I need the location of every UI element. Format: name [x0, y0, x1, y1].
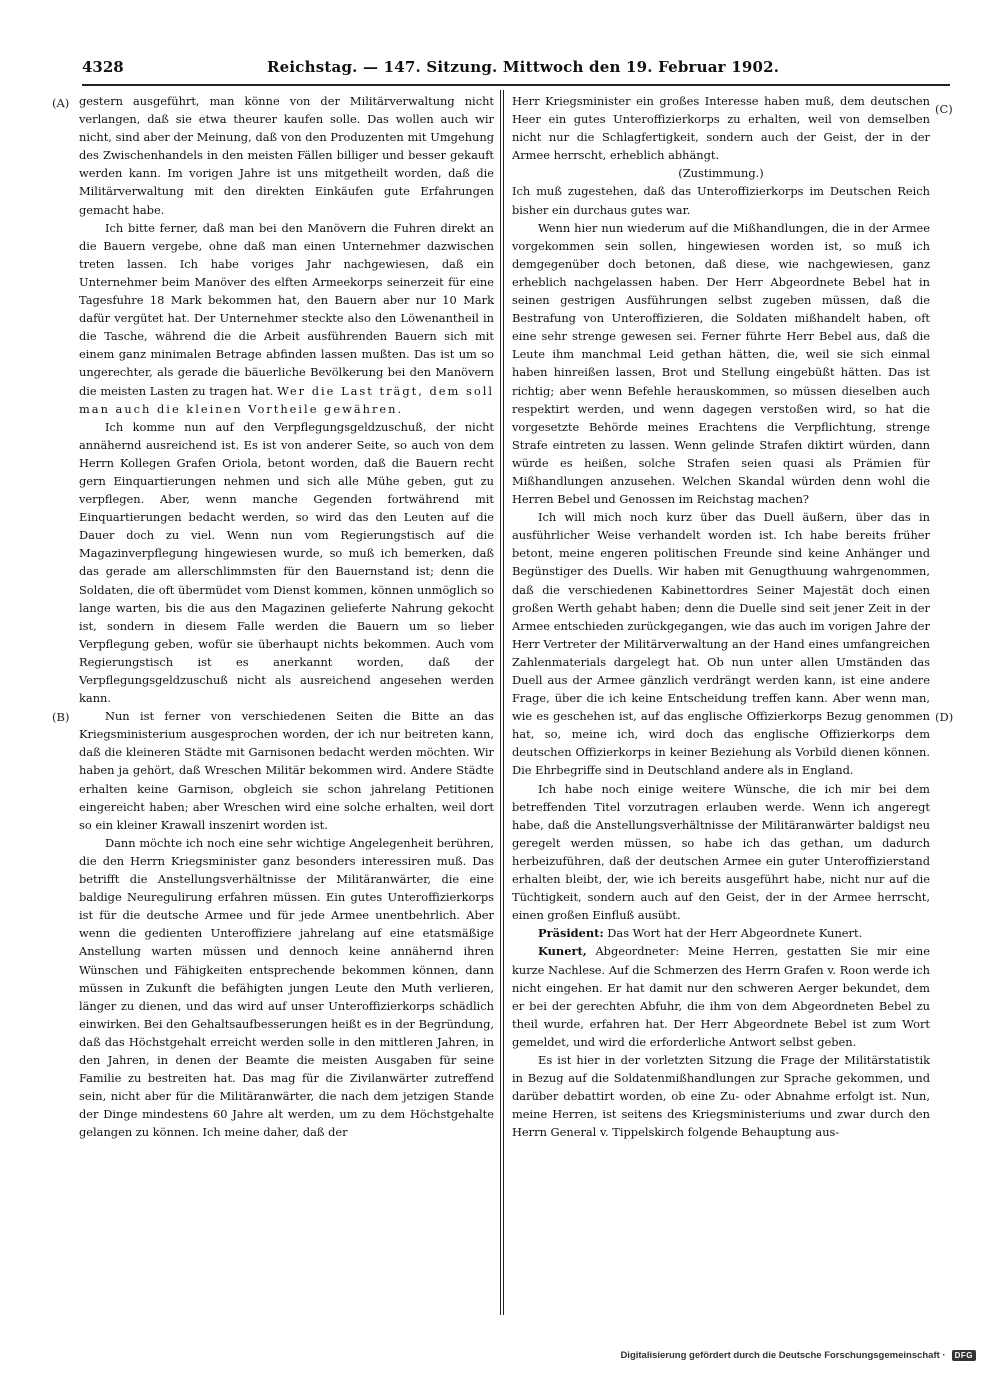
president-label: Präsident: — [538, 926, 604, 941]
margin-marker-c: (C) — [935, 102, 953, 116]
right-paragraph-3: Wenn hier nun wiederum auf die Mißhandlungen, die in der Armee vorgekommen sein sollen, hingewiesen worden ist, so muß ich demgegenüber doch betonen, daß diese, wie nachgewiesen, ganz erheblich nachgelassen haben. Der Herr Abgeordnete Bebel hat in seinen gestrigen Ausführungen selbst zugeben müssen, daß die Bestrafung von Unteroffizieren, die Soldaten mißhandelt haben, oft eine sehr strenge gewesen sei. Ferner führte Herr Bebel aus, daß die Leute ihm manchmal Leid gethan hätten, die, weil sie sich einmal haben hinreißen lassen, Brot und Stellung eingebüßt hätten. Das ist richtig; aber wenn Befehle herauskommen, so müssen dieselben auch respektirt werden, und wenn dagegen verstoßen wird, so hat die vorgesetzte Behörde meines Erachtens die Verpflichtung, strenge Strafe eintreten zu lassen. Wenn gelinde Strafen diktirt würden, dann würde es heißen, solche Strafen seien quasi als Prämien für Mißhandlungen anzusehen. Welchen Skandal würden denn wohl die Herren Bebel und Genossen im Reichstag machen? — [512, 220, 930, 507]
left-paragraph-2-emphasis: Wer die Last trägt, dem soll man auch die kleinen Vortheile gewähren. — [79, 383, 494, 416]
right-column — [512, 92, 930, 1141]
running-title: Reichstag. — 147. Sitzung. Mittwoch den 19. Februar 1902. — [267, 58, 780, 76]
page-number: 4328 — [82, 58, 124, 76]
kunert-label: Kunert, — [538, 944, 587, 959]
column-divider — [500, 90, 501, 1315]
right-paragraph-5: Ich habe noch einige weitere Wünsche, die ich mir bei dem betreffenden Titel vorzutragen erlauben werde. Wenn ich angeregt habe, daß die Anstellungsverhältnisse der Militäranwärter baldigst neu geregelt werden müssen, so habe ich das gethan, um dadurch herbeizuführen, daß der deutschen Armee ein guter Unteroffizierstand erhalten bleibt, der, wie ich bereits ausgeführt habe, nicht nur auf die Tüchtigkeit, sondern auch auf den Geist, der in der Armee herrscht, einen großen Einfluß ausübt. — [512, 781, 930, 923]
left-paragraph-2-text: Ich bitte ferner, daß man bei den Manövern die Fuhren direkt an die Bauern vergebe, ohne daß man einen Unternehmer dazwischen treten lassen. Ich habe voriges Jahr nachgewiesen, daß ein Unternehmer beim Manöver des elften Armeekorps seinerzeit für eine Tagesfuhre 18 Mark bekommen hat, den Bauern aber nur 10 Mark dafür vergütet hat. Der Unternehmer steckte also den Löwenantheil in die Tasche, während die die Arbeit ausführenden Bauern sich mit einem ganz minimalen Betrage abfinden lassen mußten. Das ist um so ungerechter, als gerade die bäuerliche Bevölkerung bei den Manövern die meisten Lasten zu tragen hat. — [79, 220, 494, 398]
left-paragraph-2 — [79, 219, 494, 418]
left-paragraph-5: Dann möchte ich noch eine sehr wichtige Angelegenheit berühren, die den Herrn Kriegsminister ganz besonders interessiren muß. Das betrifft die Anstellungsverhältnisse der Militäranwärter, die eine baldige Neuregulirung erfahren müssen. Ein gutes Unteroffizierkorps ist für die deutsche Armee und für jede Armee unentbehrlich. Aber wenn die gedienten Unteroffiziere jahrelang auf eine etatsmäßige Anstellung warten müssen und dennoch keine annähernd ihren Wünschen und Fähigkeiten entsprechende bekommen können, dann müssen in Zukunft die befähigten jungen Leute den Muth verlieren, länger zu dienen, und das wird auf unser Unteroffizierkorps schädlich einwirken. Bei den Gehaltsaufbesserungen heißt es in der Begründung, daß das Höchstgehalt erreicht werden solle in den mittleren Jahren, in den Jahren, in denen der Beamte die meisten Ausgaben für seine Familie zu bestreiten hat. Das mag für die Zivilanwärter zutreffend sein, nicht aber für die Militäranwärter, die nach dem jetzigen Stande der Dinge mindestens 60 Jahre alt werden, um zu dem Höchstgehalte gelangen zu können. Ich meine daher, daß der — [79, 835, 494, 1140]
president-text: Das Wort hat der Herr Abgeordnete Kunert. — [607, 926, 863, 941]
right-paragraph-1: Herr Kriegsminister ein großes Interesse haben muß, dem deutschen Heer ein gutes Unteroffizierkorps zu erhalten, weil von demselben nicht nur die Schlagfertigkeit, sondern auch der Geist, der in der Armee herrscht, erheblich abhängt. — [512, 94, 930, 163]
page-header — [82, 58, 952, 84]
header-rule — [82, 84, 950, 86]
right-paragraph-4: Ich will mich noch kurz über das Duell äußern, über das in ausführlicher Weise verhandelt worden ist. Ich habe bereits früher betont, meine engeren politischen Freunde sind keine Anhänger und Begünstiger des Duells. Wir haben mit Genugthuung wahrgenommen, daß die verschiedenen Kabinettordres Seiner Majestät doch einen großen Werth gehabt haben; denn die Duelle sind seit jener Zeit in der Armee entschieden zurückgegangen, wie das auch im vorigen Jahre der Herr Vertreter der Militärverwaltung an der Hand eines umfangreichen Zahlenmaterials dargelegt hat. Ob nun unter allen Umständen das Duell aus der Armee gänzlich verdrängt werden kann, ist eine andere Frage, über die ich keine Entscheidung treffen kann. Aber wenn man, wie es geschehen ist, auf das englische Offizierkorps Bezug genommen hat, so, meine ich, wird doch das englische Offizierkorps dem deutschen Offizierkorps in keiner Beziehung als Vorbild dienen können. Die Ehrbegriffe sind in Deutschland andere als in England. — [512, 510, 930, 778]
left-paragraph-4: Nun ist ferner von verschiedenen Seiten die Bitte an das Kriegsministerium ausgesprochen worden, der ich nur beitreten kann, daß die kleineren Städte mit Garnisonen bedacht werden möchten. Wir haben ja gehört, daß Wreschen Militär bekommen wird. Andere Städte erhalten keine Garnison, obgleich sie schon jahrelang Petitionen eingereicht haben; aber Wreschen wird eine solche erhalten, weil dort so ein kleiner Krawall inszenirt worden ist. — [79, 709, 494, 832]
president-statement — [512, 924, 930, 942]
kunert-text: Abgeordneter: Meine Herren, gestatten Sie mir eine kurze Nachlese. Auf die Schmerzen des Herrn Grafen v. Roon werde ich nicht eingehen. Er hat damit nur den schweren Aerger bekundet, dem er bei der gerechten Abfuhr, die ihm von dem Abgeordneten Bebel zu theil wurde, erfahren hat. Der Herr Abgeordnete Bebel ist zum Wort gemeldet, und wird die erforderliche Antwort selbst geben. — [512, 944, 931, 1049]
margin-marker-d: (D) — [935, 710, 954, 724]
left-paragraph-1: gestern ausgeführt, man könne von der Militärverwaltung nicht verlangen, daß sie etwa theurer kaufen solle. Das wollen auch wir nicht, sind aber der Meinung, daß von den Produzenten mit Umgehung des Zwischenhandels in den meisten Fällen billiger und besser gekauft werden kann. Im vorigen Jahre ist uns mitgetheilt worden, daß die Militärverwaltung mit den direkten Einkäufen gute Erfahrungen gemacht habe. — [79, 94, 494, 217]
right-paragraph-6: Es ist hier in der vorletzten Sitzung die Frage der Militärstatistik in Bezug auf die Soldatenmißhandlungen zur Sprache gekommen, und darüber debattirt worden, ob eine Zu- oder Abnahme erfolgt ist. Nun, meine Herren, ist seitens des Kriegsministeriums und zwar durch den Herrn General v. Tippelskirch folgende Behauptung aus- — [512, 1052, 930, 1140]
column-divider-inner — [503, 90, 504, 1315]
dfg-logo-icon: DFG — [952, 1350, 976, 1361]
footer — [620, 1350, 976, 1361]
margin-marker-a: (A) — [52, 96, 70, 110]
right-paragraph-2: Ich muß zugestehen, daß das Unteroffizierkorps im Deutschen Reich bisher ein durchaus gutes war. — [512, 184, 930, 217]
kunert-statement — [512, 942, 930, 1051]
left-paragraph-3: Ich komme nun auf den Verpflegungsgeldzuschuß, der nicht annähernd ausreichend ist. Es ist von anderer Seite, so auch von dem Herrn Kollegen Grafen Oriola, betont worden, daß die Bauern recht gern Einquartierungen nehmen und sich alle Mühe geben, gut zu verpflegen. Aber, wenn manche Gegenden fortwährend mit Einquartierungen bedacht werden, so wird das den Leuten auf die Dauer doch zu viel. Wenn nun vom Regierungstisch auf die Magazinverpflegung hingewiesen wurde, so muß ich bemerken, daß das gerade am allerschlimmsten für den Bauernstand ist; denn die Soldaten, die oft übermüdet vom Dienst kommen, können unmöglich so lange warten, bis die aus den Magazinen gelieferte Nahrung gekocht ist, sondern in diesem Falle werden die Bauern um so lieber Verpflegung geben, wofür sie überhaupt nichts bekommen. Auch vom Regierungstisch ist es anerkannt worden, daß der Verpflegungsgeldzuschuß nicht als ausreichend angesehen werden kann. — [79, 419, 494, 706]
interjection: (Zustimmung.) — [678, 166, 764, 181]
footer-credit: Digitalisierung gefördert durch die Deutsche Forschungsgemeinschaft · — [620, 1350, 946, 1361]
left-column — [79, 92, 494, 1141]
margin-marker-b: (B) — [52, 710, 70, 724]
